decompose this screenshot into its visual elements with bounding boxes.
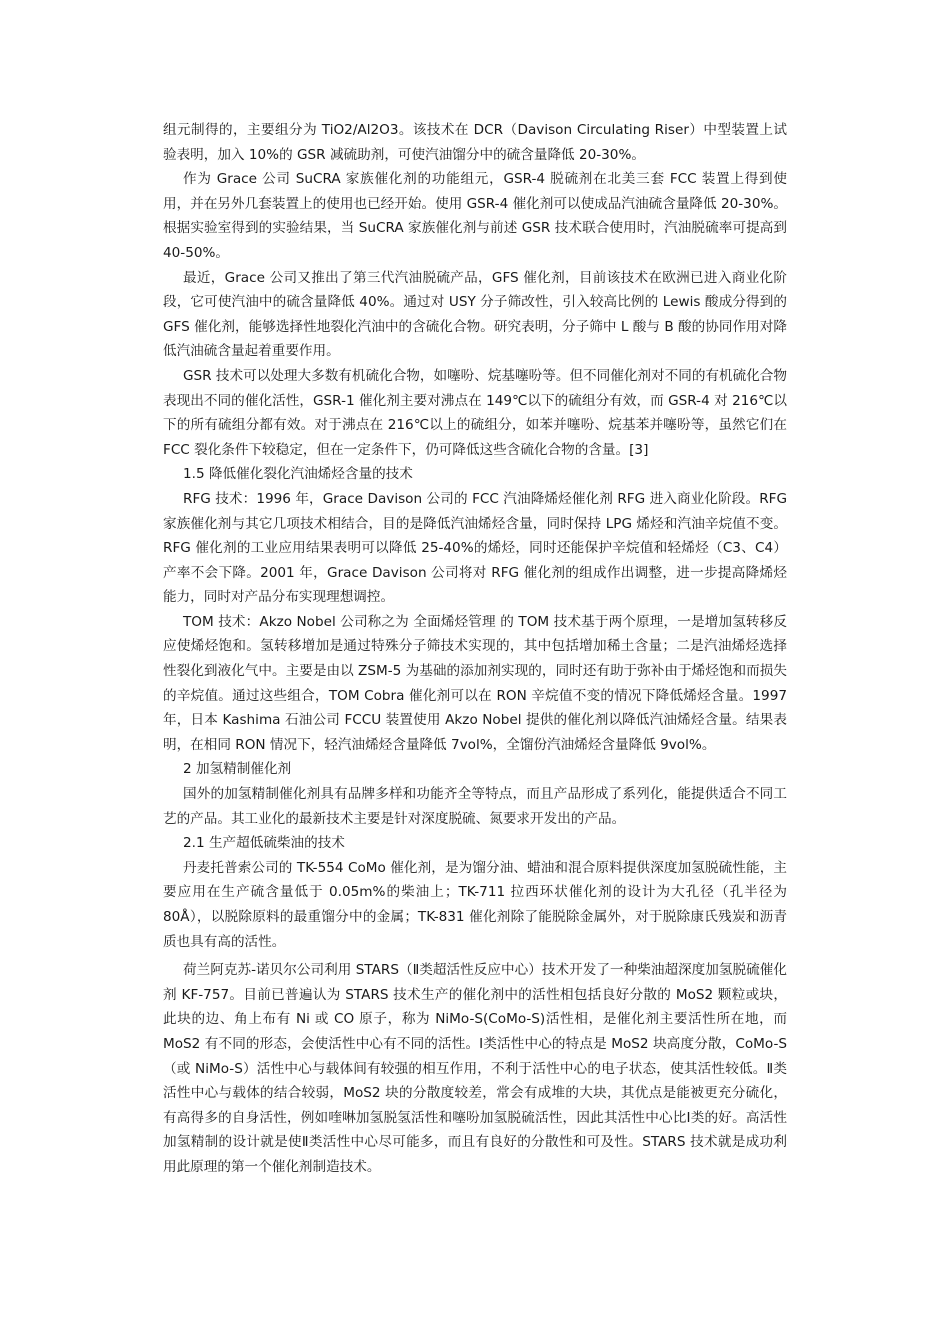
paragraph-gsr-composition: 组元制得的，主要组分为 TiO2/Al2O3。该技术在 DCR（Davison Circulating Riser）中型装置上试验表明，加入 10%的 GSR 减硫助剂，可使汽油馏分中的硫含量降低 20-30%。 bbox=[163, 122, 787, 163]
document-page bbox=[163, 118, 787, 1180]
paragraph-stars-technology: 荷兰阿克苏-诺贝尔公司利用 STARS（Ⅱ类超活性反应中心）技术开发了一种柴油超深度加氢脱硫催化剂 KF-757。目前已普遍认为 STARS 技术生产的催化剂中的活性相包括良好分散的 MoS2 颗粒或块，此块的边、角上布有 Ni 或 CO 原子，称为 NiMo-S(CoMo-S)活性相，是催化剂主要活性所在地，而 MoS2 有不同的形态，会使活性中心有不同的活性。Ⅰ类活性中心的特点是 MoS2 块高度分散，CoMo-S（或 NiMo-S）活性中心与载体间有较强的相互作用，不利于活性中心的电子状态，使其活性较低。Ⅱ类活性中心与载体的结合较弱，MoS2 块的分散度较差，常会有成堆的大块，其优点是能被更充分硫化，有高得多的自身活性，例如喹啉加氢脱氢活性和噻吩加氢脱硫活性，因此其活性中心比Ⅰ类的好。高活性加氢精制的设计就是使Ⅱ类活性中心尽可能多，而且有良好的分散性和可及性。STARS 技术就是成功利用此原理的第一个催化剂制造技术。 bbox=[163, 962, 787, 1175]
paragraph-gsr4-sucra: 作为 Grace 公司 SuCRA 家族催化剂的功能组元，GSR-4 脱硫剂在北美三套 FCC 装置上得到使用，并在另外几套装置上的使用也已经开始。使用 GSR-4 催化剂可以使成品汽油硫含量降低 20-30%。根据实验室得到的实验结果，当 SuCRA 家族催化剂与前述 GSR 技术联合使用时，汽油脱硫率可提高到 40-50%。 bbox=[163, 171, 787, 261]
section-heading-2: 2 加氢精制催化剂 bbox=[183, 761, 292, 778]
paragraph-tom-technology: TOM 技术：Akzo Nobel 公司称之为 全面烯烃管理 的 TOM 技术基于两个原理，一是增加氢转移反应使烯烃饱和。氢转移增加是通过特殊分子筛技术实现的，其中包括增加稀土含量；二是汽油烯烃选择性裂化到液化气中。主要是由以 ZSM-5 为基础的添加剂实现的，同时还有助于弥补由于烯烃饱和而损失的辛烷值。通过这些组合，TOM Cobra 催化剂可以在 RON 辛烷值不变的情况下降低烯烃含量。1997 年，日本 Kashima 石油公司 FCCU 装置使用 Akzo Nobel 提供的催化剂以降低汽油烯烃含量。结果表明，在相同 RON 情况下，轻汽油烯烃含量降低 7vol%，全馏份汽油烯烃含量降低 9vol%。 bbox=[163, 613, 787, 753]
paragraph-rfg-technology: RFG 技术：1996 年，Grace Davison 公司的 FCC 汽油降烯烃催化剂 RFG 进入商业化阶段。RFG 家族催化剂与其它几项技术相结合，目的是降低汽油烯烃含量，同时保持 LPG 烯烃和汽油辛烷值不变。RFG 催化剂的工业应用结果表明可以降低 25-40%的烯烃，同时还能保护辛烷值和轻烯烃（C3、C4）产率不会下降。2001 年，Grace Davison 公司将对 RFG 催化剂的组成作出调整，进一步提高降烯烃能力，同时对产品分布实现理想调控。 bbox=[163, 490, 787, 606]
paragraph-topsoe-catalysts: 丹麦托普索公司的 TK-554 CoMo 催化剂，是为馏分油、蜡油和混合原料提供深度加氢脱硫性能，主要应用在生产硫含量低于 0.05m%的柴油上；TK-711 拉西环状催化剂的设计为大孔径（孔半径为 80Å），以脱除原料的最重馏分中的金属；TK-831 催化剂除了能脱除金属外，对于脱除康氏残炭和沥青质也具有高的活性。 bbox=[163, 859, 787, 950]
paragraph-gfs-catalyst: 最近，Grace 公司又推出了第三代汽油脱硫产品，GFS 催化剂，目前该技术在欧洲已进入商业化阶段，它可使汽油中的硫含量降低 40%。通过对 USY 分子筛改性，引入较高比例的 Lewis 酸成分得到的 GFS 催化剂，能够选择性地裂化汽油中的含硫化合物。研究表明，分子筛中 L 酸与 B 酸的协同作用对降低汽油硫含量起着重要作用。 bbox=[163, 269, 787, 360]
section-heading-1-5: 1.5 降低催化裂化汽油烯烃含量的技术 bbox=[183, 466, 413, 483]
section-heading-2-1: 2.1 生产超低硫柴油的技术 bbox=[183, 835, 345, 852]
paragraph-gsr-sulfur-compounds: GSR 技术可以处理大多数有机硫化合物，如噻吩、烷基噻吩等。但不同催化剂对不同的有机硫化合物表现出不同的催化活性，GSR-1 催化剂主要对沸点在 149℃以下的硫组分有效，而 GSR-4 对 216℃以下的所有硫组分都有效。对于沸点在 216℃以上的硫组分，如苯并噻吩、烷基苯并噻吩等，虽然它们在 FCC 裂化条件下较稳定，但在一定条件下，仍可降低这些含硫化合物的含量。[3] bbox=[163, 367, 787, 458]
paragraph-hydrotreating-overview: 国外的加氢精制催化剂具有品牌多样和功能齐全等特点，而且产品形成了系列化，能提供适合不同工艺的产品。其工业化的最新技术主要是针对深度脱硫、氮要求开发出的产品。 bbox=[163, 786, 787, 827]
